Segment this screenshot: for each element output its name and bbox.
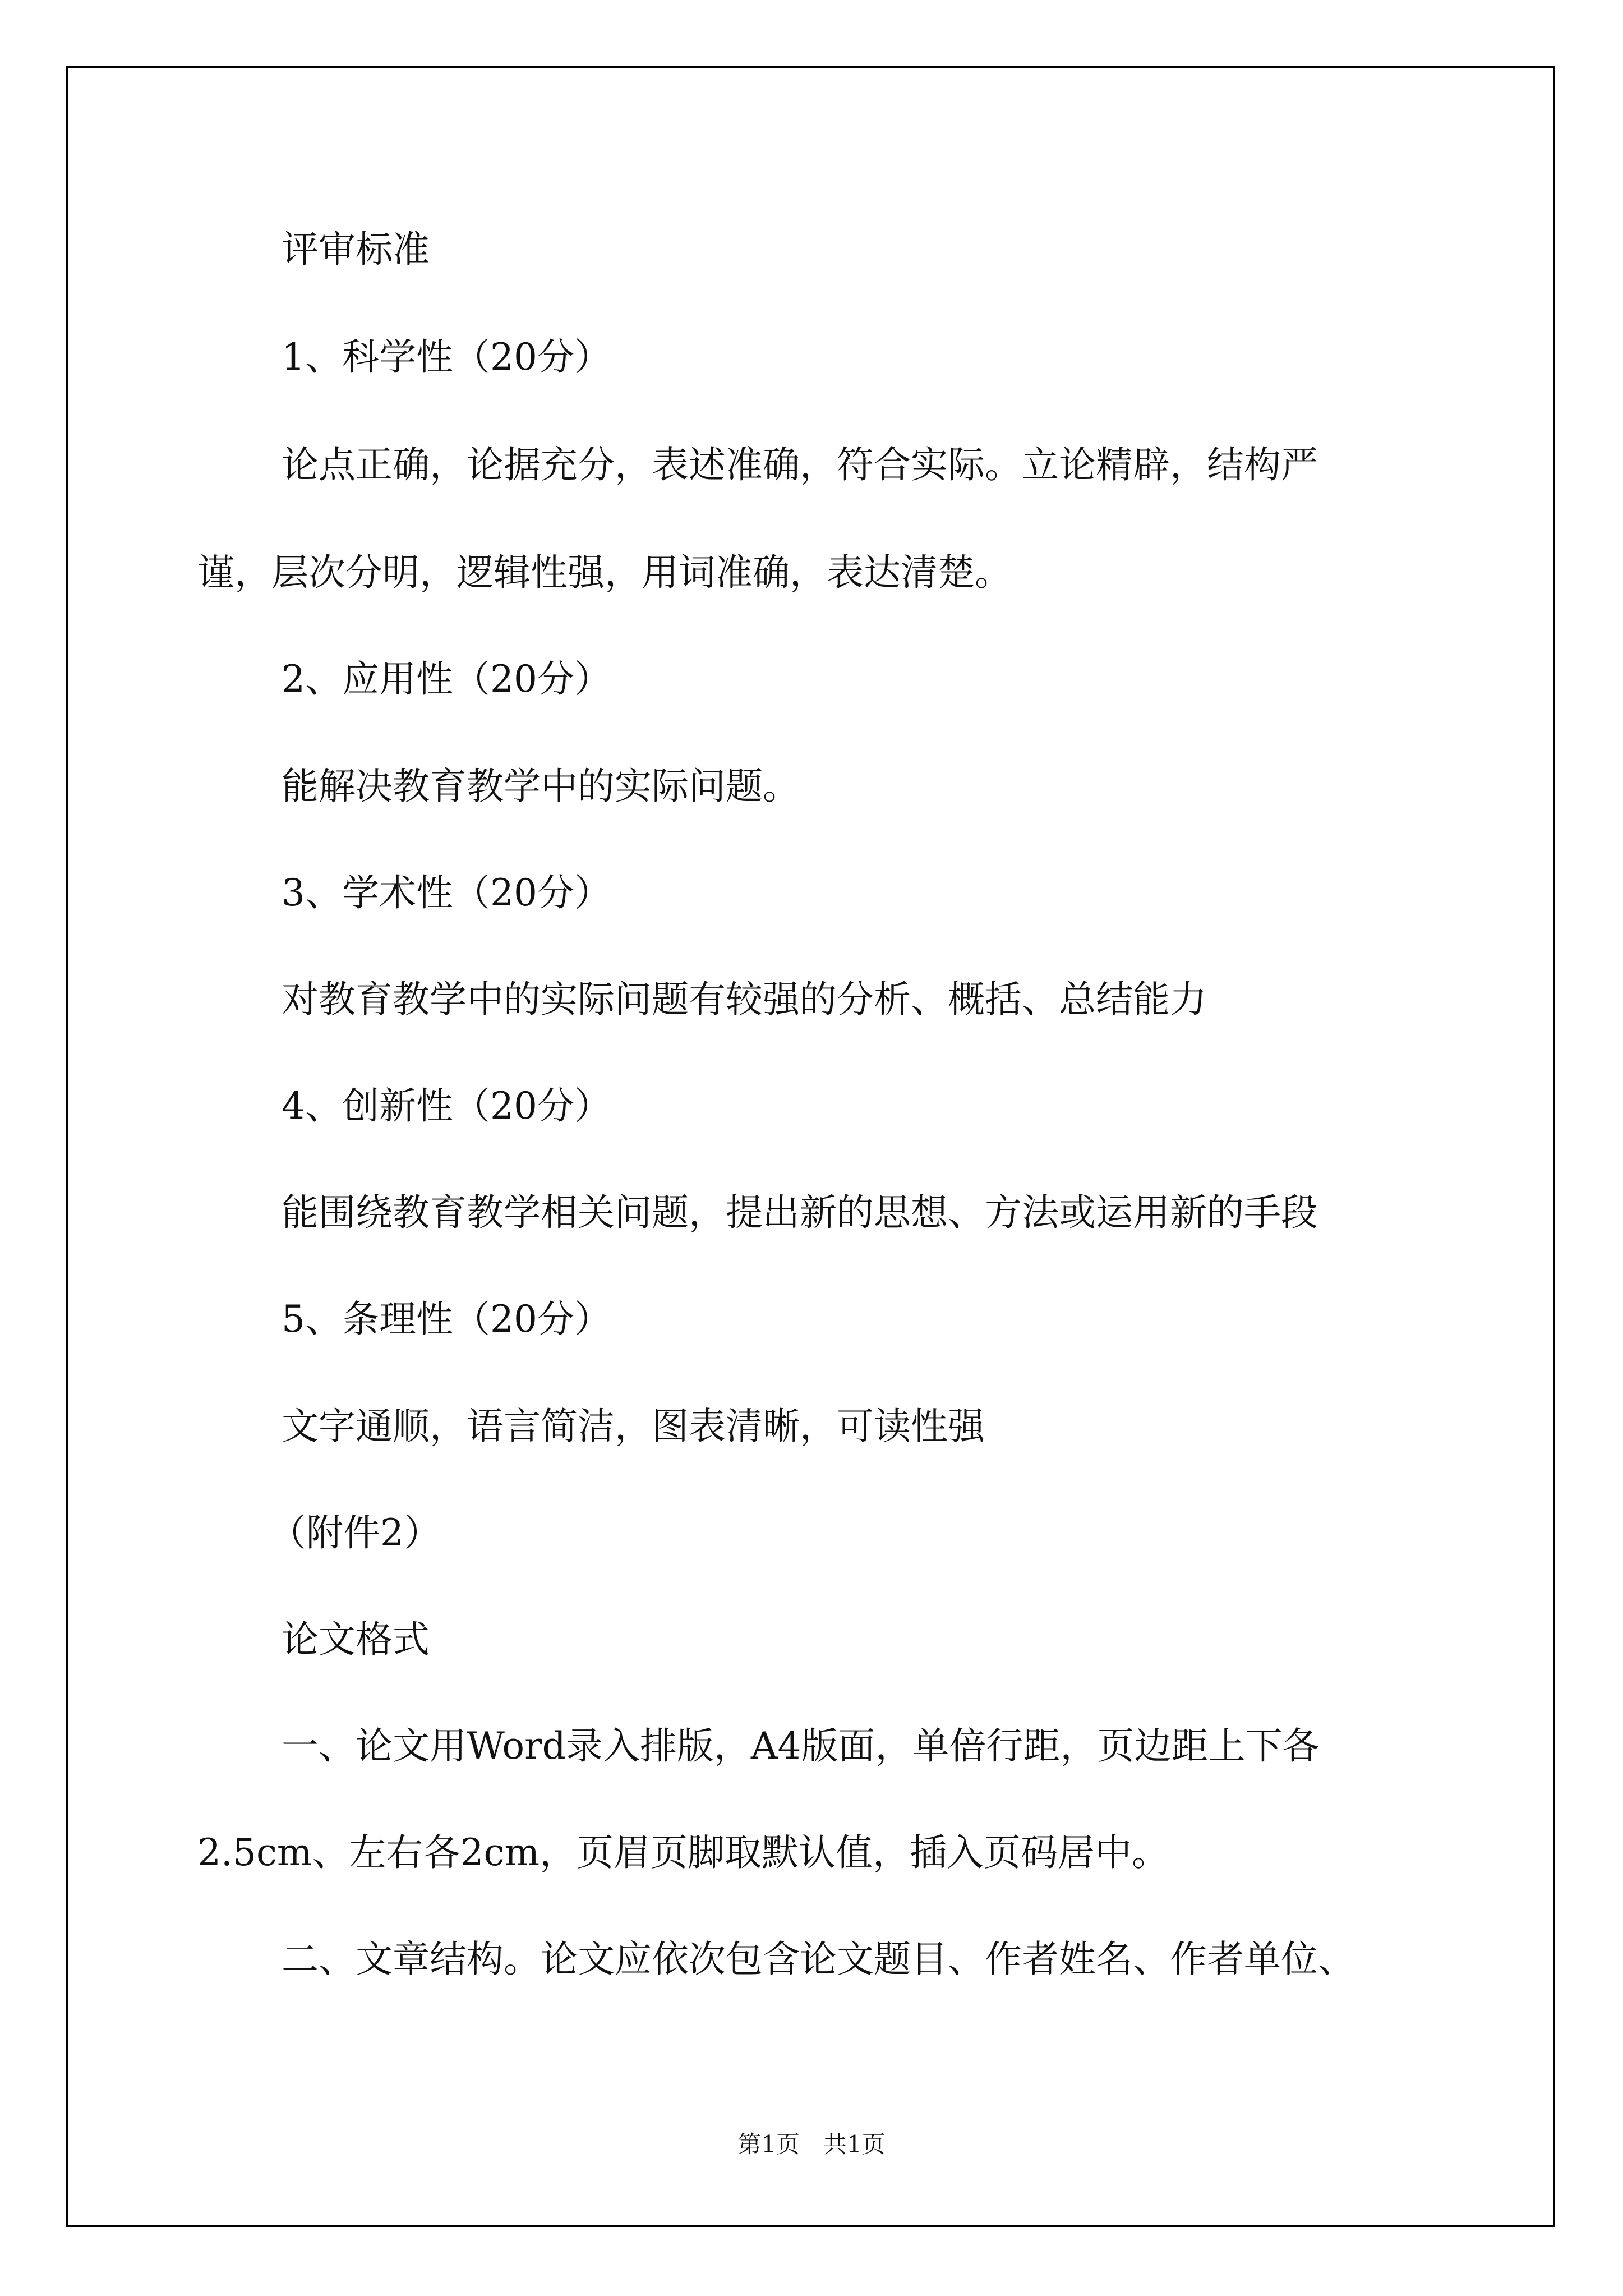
- criterion-3-title: 3、学术性（20分）: [282, 871, 611, 914]
- criterion-4-title: 4、创新性（20分）: [282, 1084, 611, 1128]
- criterion-1-title: 1、科学性（20分）: [282, 335, 611, 379]
- attachment-label: （附件2）: [269, 1511, 441, 1554]
- format-item-1-cont: 2.5cm、左右各2cm，页眉页脚取默认值，插入页码居中。: [197, 1831, 1169, 1874]
- criterion-4-text: 能围绕教育教学相关问题，提出新的思想、方法或运用新的手段: [282, 1191, 1318, 1234]
- criterion-1-text: 论点正确，论据充分，表述准确，符合实际。立论精辟，结构严: [282, 443, 1318, 486]
- format-item-2: 二、文章结构。论文应依次包含论文题目、作者姓名、作者单位、: [282, 1938, 1355, 1981]
- criterion-1-text-cont: 谨，层次分明，逻辑性强，用词准确，表达清楚。: [197, 551, 1012, 594]
- page-footer: 第1页 共1页: [737, 2131, 886, 2158]
- criterion-5-text: 文字通顺，语言简洁，图表清晰，可读性强: [282, 1405, 985, 1448]
- criterion-2-title: 2、应用性（20分）: [282, 657, 611, 701]
- criterion-2-text: 能解决教育教学中的实际问题。: [282, 765, 800, 808]
- format-item-1: 一、论文用Word录入排版，A4版面，单倍行距，页边距上下各: [282, 1724, 1320, 1768]
- heading-paper-format: 论文格式: [282, 1618, 430, 1661]
- page-border: [66, 66, 1555, 2227]
- criterion-3-text: 对教育教学中的实际问题有较强的分析、概括、总结能力: [282, 978, 1207, 1021]
- criterion-5-title: 5、条理性（20分）: [282, 1297, 611, 1341]
- heading-review-criteria: 评审标准: [282, 228, 430, 271]
